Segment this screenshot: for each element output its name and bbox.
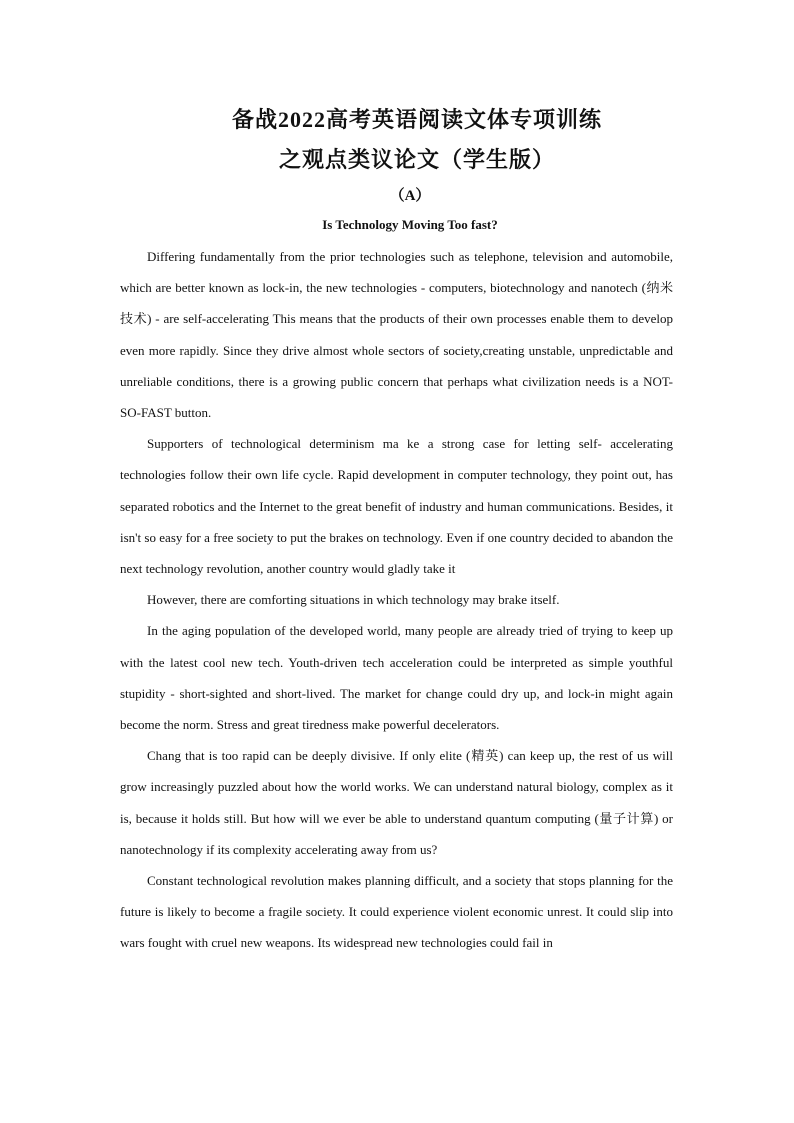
paragraph: However, there are comforting situations in which technology may brake itself. — [147, 592, 560, 608]
paragraph: Differing fundamentally from the prior technologies such as telephone, television and automobile, which are better known as lock-in, the new technologies - computers, biotechnology and nanotech (纳米技术) - are self-accelerating This means that the products of their own processes enable them to develop even more rapidly. Since they drive almost whole sectors of society,creating unstable, unpredictable and unreliable conditions, there is a growing public concern that perhaps what civilization needs is a NOT-SO-FAST button. — [120, 249, 673, 421]
paragraph: Supporters of technological determinism ma ke a strong case for letting self- accelerating technologies follow their own life cycle. Rapid development in computer technology, they point out, has separated robotics and the Internet to the great benefit of industry and human communications. Besides, it isn't so easy for a free society to put the brakes on technology. Even if one country decided to abandon the next technology revolution, another country would gladly take it — [120, 436, 673, 577]
paragraph: Constant technological revolution makes planning difficult, and a society that stops planning for the future is likely to become a fragile society. It could experience violent economic unrest. It could slip into wars fought with cruel new weapons. Its widespread new technologies could fail in — [120, 873, 673, 951]
article-body — [120, 241, 673, 959]
section-label: （A） — [389, 188, 431, 204]
paragraph: Chang that is too rapid can be deeply divisive. If only elite (精英) can keep up, the rest of us will grow increasingly puzzled about how the world works. We can understand natural biology, complex as it is, because it holds still. But how will we ever be able to understand quantum computing (量子计算) or nanotechnology if its complexity accelerating away from us? — [120, 748, 673, 857]
article-title: Is Technology Moving Too fast? — [322, 217, 498, 232]
paragraph: In the aging population of the developed world, many people are already tried of trying to keep up with the latest cool new tech. Youth-driven tech acceleration could be interpreted as simple youthful stupidity - short-sighted and short-lived. The market for change could dry up, and lock-in might again become the norm. Stress and great tiredness make powerful decelerators. — [120, 623, 673, 733]
document-title-line-2: 之观点类议论文（学生版） — [278, 147, 555, 172]
document-title-line-1: 备战2022高考英语阅读文体专项训练 — [231, 107, 602, 132]
